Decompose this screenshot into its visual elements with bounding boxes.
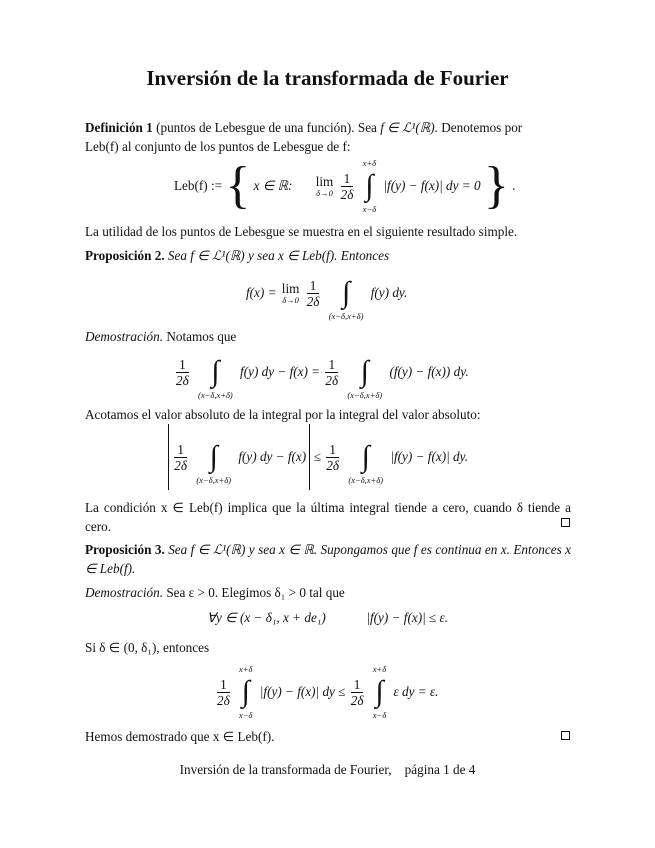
page-title: Inversión de la transformada de Fourier [146,66,509,90]
eq-forall-left: ∀y ∈ (x − δ₁, x + de₁) [207,610,326,625]
eq-prop2-fraction: $\frac{1}{2\delta}$ [306,277,320,309]
eq-leb-limit: lim δ→0 [315,174,334,198]
right-brace-icon: } [483,157,509,214]
eq-prop2-limit: lim δ→0 [281,281,300,305]
eq-leb-end: . [512,178,516,193]
eq-prop2-integral: ∫ (x−δ,x+δ) [328,276,364,321]
equation-demo1 [174,344,469,400]
hemos-paragraph: Hemos demostrado que x ∈ Leb(f). [85,729,275,744]
abs-bar-left-icon [168,424,169,490]
utilidad-paragraph: La utilidad de los puntos de Lebesgue se muestra en el siguiente resultado simple. [85,224,518,239]
eq-leb-setvar: x ∈ ℝ: [253,178,293,193]
eq-final-integral-left: x+δ ∫ x−δ [239,664,253,720]
definition-f-in-L1: f ∈ ℒ¹(ℝ). [380,120,438,135]
eq-demo1-part2: (f(y) − f(x)) dy. [389,364,469,379]
abs-bar-right-icon [309,424,310,490]
prop2-label: Proposición 2. [85,248,165,263]
eq-final-fraction-right: $\frac{1}{2\delta}$ [350,676,364,708]
demo2-label: Demostración. [85,585,164,600]
definition-label: Definición 1 [85,120,153,135]
eq-prop2-integrand: f(y) dy. [370,285,408,300]
eq-final-fraction-left: $\frac{1}{2\delta}$ [217,676,230,708]
proposition-3 [85,540,571,578]
left-brace-icon: { [225,157,251,214]
equation-abs [168,424,468,490]
equation-forall [207,610,448,626]
prop2-text: Sea f ∈ ℒ¹(ℝ) y sea x ∈ Leb(f). Entonces [167,248,390,263]
eq-final-part1: |f(y) − f(x)| dy ≤ [259,684,346,699]
eq-leb-integral: x+δ ∫ x−δ [362,158,377,214]
eq-demo1-integral-right: ∫ (x−δ,x+δ) [347,355,383,400]
equation-final [215,664,438,720]
definition-text-a: Sea [357,120,377,135]
eq-abs-integral-right: ∫ (x−δ,x+δ) [348,440,384,485]
condicion-paragraph: La condición x ∈ Leb(f) implica que la última integral tiende a cero, cuando δ tiende a cero. [85,500,571,534]
acotamos-paragraph: Acotamos el valor absoluto de la integral por la integral del valor absoluto: [85,407,481,422]
eq-demo1-part1: f(y) dy − f(x) = [240,364,321,379]
prop3-label: Proposición 3. [85,542,165,557]
eq-final-integral-right: x+δ ∫ x−δ [372,664,387,720]
eq-demo1-fraction-right: $\frac{1}{2\delta}$ [325,356,339,388]
qed-square-icon [561,731,570,740]
equation-prop2 [246,265,407,321]
si-delta-paragraph: Si δ ∈ (0, δ₁), entonces [85,640,210,655]
proposition-2 [85,246,571,265]
eq-abs-leq: ≤ [313,449,322,464]
equation-leb [174,158,515,214]
eq-abs-fraction-right: $\frac{1}{2\delta}$ [326,441,340,473]
demo1-label: Demostración. [85,329,164,344]
prop3-text: Sea f ∈ ℒ¹(ℝ) y sea x ∈ ℝ. Supongamos que f es continua en x. Entonces x ∈ Leb(f). [85,542,572,576]
eq-abs-integral-left: ∫ (x−δ,x+δ) [196,440,232,485]
qed-square-icon [561,518,570,527]
eq-demo1-fraction-left: $\frac{1}{2\delta}$ [176,356,189,388]
demo1-text: Notamos que [166,329,237,344]
eq-prop2-lhs: f(x) = [246,285,277,300]
eq-forall-right: |f(y) − f(x)| ≤ ε. [366,610,449,625]
eq-abs-fraction-left: $\frac{1}{2\delta}$ [174,441,188,473]
eq-abs-inside: f(y) dy − f(x) [238,449,307,464]
page-footer: Inversión de la transformada de Fourier, página 1 de 4 [179,762,476,777]
eq-leb-fraction: $\frac{1}{2\delta}$ [340,170,354,202]
definition-heading: (puntos de Lebesgue de una función). [156,120,355,135]
definition-text-b: Denotemos por [441,120,523,135]
eq-leb-integrand: |f(y) − f(x)| dy = 0 [383,178,481,193]
definition-1 [85,118,571,156]
definition-line2: Leb(f) al conjunto de los puntos de Lebesgue de f: [85,139,351,154]
demo2-text: Sea ε > 0. Elegimos δ₁ > 0 tal que [166,585,345,600]
eq-final-part2: ε dy = ε. [393,684,439,699]
eq-leb-lhs: Leb(f) := [174,178,223,193]
demonstration-2 [85,583,571,602]
eq-abs-right: |f(y) − f(x)| dy. [390,449,469,464]
eq-demo1-integral-left: ∫ (x−δ,x+δ) [198,355,233,400]
